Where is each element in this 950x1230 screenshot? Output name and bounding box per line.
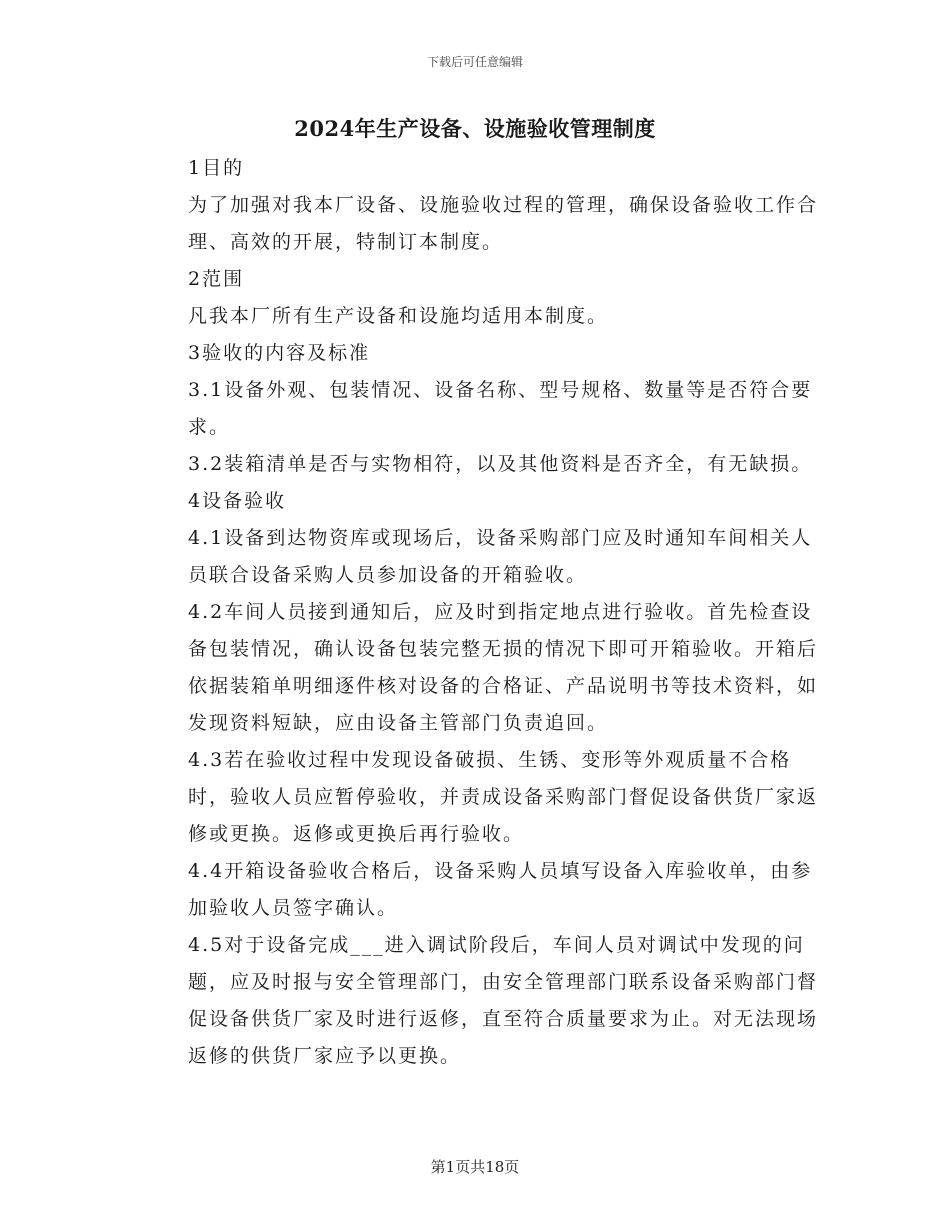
section-heading-scope: 2范围 [188, 268, 245, 290]
page-header: 下载后可任意编辑 [426, 55, 523, 69]
page-footer: 第1页共18页 [430, 1158, 520, 1176]
paragraph: 3.2装箱清单是否与实物相符，以及其他资料是否齐全，有无缺损。 [188, 453, 813, 475]
paragraph: 为了加强对我本厂设备、设施验收过程的管理，确保设备验收工作合理、高效的开展，特制订本制度。 [188, 194, 819, 253]
section-heading-content-standards: 3验收的内容及标准 [188, 342, 371, 364]
paragraph: 凡我本厂所有生产设备和设施均适用本制度。 [188, 305, 609, 327]
paragraph: 4.2车间人员接到通知后，应及时到指定地点进行验收。首先检查设备包装情况，确认设备包装完整无损的情况下即可开箱验收。开箱后依据装箱单明细逐件核对设备的合格证、产品说明书等技术资料，如发现资料短缺，应由设备主管部门负责追回。 [188, 601, 819, 734]
paragraph: 4.3若在验收过程中发现设备破损、生锈、变形等外观质量不合格时，验收人员应暂停验收，并责成设备采购部门督促设备供货厂家返修或更换。返修或更换后再行验收。 [188, 749, 819, 845]
paragraph: 4.4开箱设备验收合格后，设备采购人员填写设备入库验收单，由参加验收人员签字确认。 [188, 860, 813, 919]
document-body [142, 150, 822, 1075]
paragraph: 4.1设备到达物资库或现场后，设备采购部门应及时通知车间相关人员联合设备采购人员参加设备的开箱验收。 [188, 527, 813, 586]
paragraph: 4.5对于设备完成___进入调试阶段后，车间人员对调试中发现的问题，应及时报与安全管理部门，由安全管理部门联系设备采购部门督促设备供货厂家及时进行返修，直至符合质量要求为止。对无法现场返修的供货厂家应予以更换。 [188, 934, 819, 1067]
section-heading-purpose: 1目的 [188, 157, 245, 179]
document-title: 2024年生产设备、设施验收管理制度 [294, 116, 656, 141]
section-heading-equipment-acceptance: 4设备验收 [188, 490, 287, 512]
paragraph: 3.1设备外观、包装情况、设备名称、型号规格、数量等是否符合要求。 [188, 379, 813, 438]
